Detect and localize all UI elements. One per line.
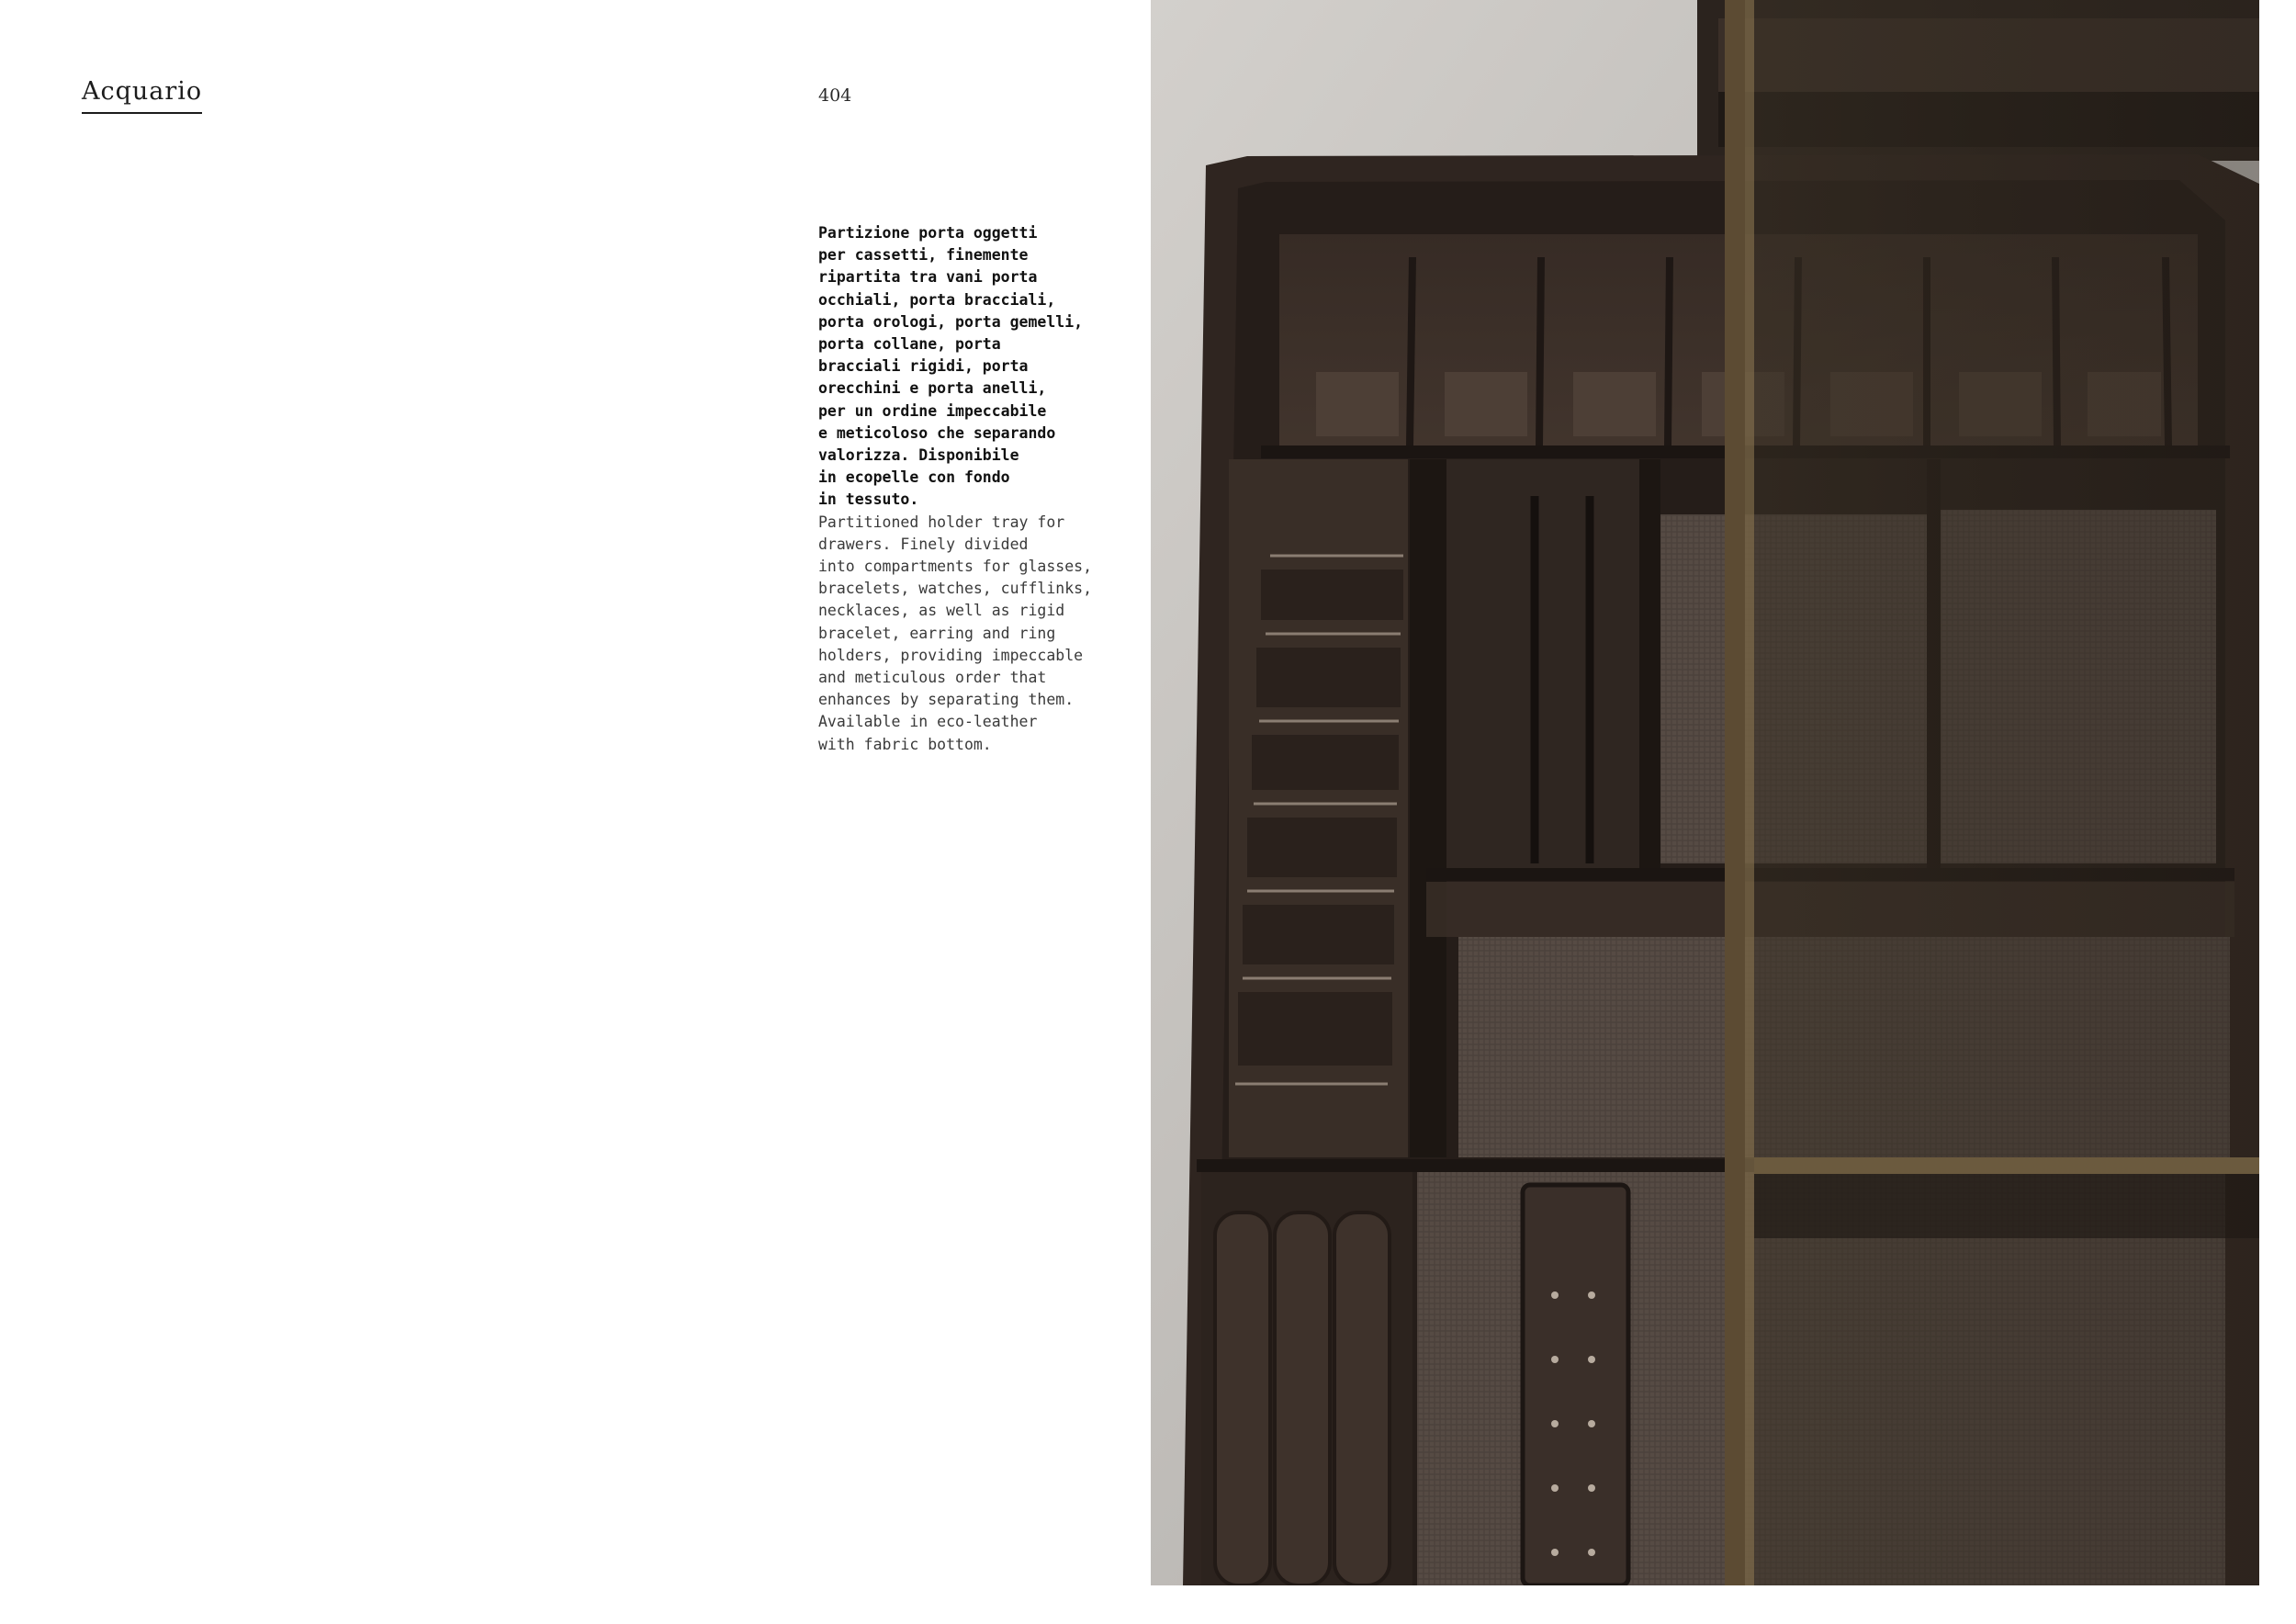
description-line: enhances by separating them. [818,691,1075,709]
description-line: necklaces, as well as rigid [818,602,1065,620]
description-line: in tessuto. [818,491,919,509]
drawer-organizer-photo [1151,0,2259,1585]
description-line: and meticulous order that [818,669,1047,687]
description-english [818,512,1094,756]
description-line: porta orologi, porta gemelli, [818,312,1084,331]
description-line: bracelets, watches, cufflinks, [818,580,1093,598]
description-line: porta collane, porta [818,335,1001,354]
description-line: with fabric bottom. [818,735,992,753]
description-line: valorizza. Disponibile [818,446,1019,465]
description-italian [818,222,1094,512]
description-line: holders, providing impeccable [818,646,1084,664]
description-line: orecchini e porta anelli, [818,379,1047,398]
page-number: 404 [818,85,852,106]
description-line: Available in eco-leather [818,713,1038,731]
description-line: in ecopelle con fondo [818,468,1010,487]
description-line: Partizione porta oggetti [818,224,1038,242]
studded-bracelet-holder [1523,1185,1628,1585]
description-line: drawers. Finely divided [818,535,1029,553]
description-line: occhiali, porta bracciali, [818,290,1056,309]
description-line: per cassetti, finemente [818,246,1029,265]
narrow-compartment [1446,459,1639,868]
description-line: into compartments for glasses, [818,558,1093,576]
photo-illustration [1151,0,2259,1585]
description-line: per un ordine impeccabile [818,401,1047,420]
glass-door [1725,0,2259,1585]
section-title: Acquario [82,77,202,114]
description-line: Partitioned holder tray for [818,513,1065,531]
description-line: ripartita tra vani porta [818,268,1038,287]
product-description [818,222,1094,756]
description-line: bracelet, earring and ring [818,624,1056,642]
description-line: bracciali rigidi, porta [818,357,1029,376]
description-line: e meticoloso che separando [818,423,1056,442]
